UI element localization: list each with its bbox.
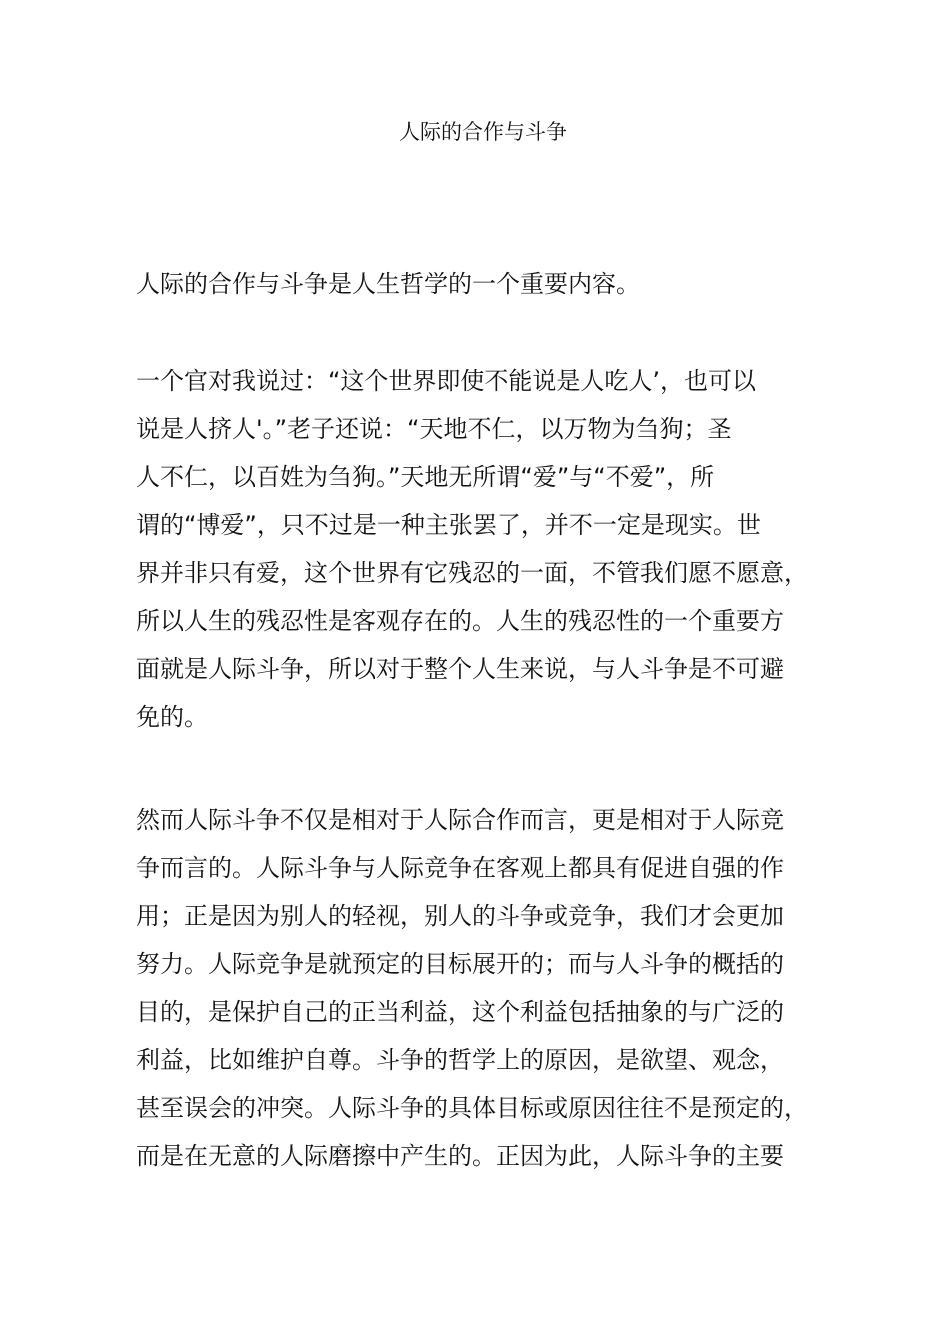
paragraph-competition — [136, 796, 836, 1180]
paragraph-line: 利益，比如维护自尊。斗争的哲学上的原因，是欲望、观念， — [136, 1046, 784, 1074]
paragraph-line: 一个官对我说过：“这个世界即使不能说是人吃人’，也可以 — [136, 367, 757, 395]
paragraph-line: 免的。 — [136, 703, 208, 731]
paragraph-line: 而是在无意的人际磨擦中产生的。正因为此，人际斗争的主要 — [136, 1142, 784, 1170]
paragraph-line: 界并非只有爱，这个世界有它残忍的一面，不管我们愿不愿意， — [136, 559, 808, 587]
paragraph-line: 甚至误会的冲突。人际斗争的具体目标或原因往往不是预定的， — [136, 1094, 808, 1122]
paragraph-line: 争而言的。人际斗争与人际竞争在客观上都具有促进自强的作 — [136, 854, 784, 882]
paragraph-line: 人不仁，以百姓为刍狗。”天地无所谓“爱”与“不爱”，所 — [136, 463, 715, 491]
paragraph-line: 用；正是因为别人的轻视，别人的斗争或竞争，我们才会更加 — [136, 902, 784, 930]
paragraph-line: 人际的合作与斗争是人生哲学的一个重要内容。 — [136, 270, 640, 298]
paragraph-line: 努力。人际竞争是就预定的目标展开的；而与人斗争的概括的 — [136, 950, 784, 978]
paragraph-line: 目的，是保护自己的正当利益，这个利益包括抽象的与广泛的 — [136, 998, 784, 1026]
paragraph-line: 面就是人际斗争，所以对于整个人生来说，与人斗争是不可避 — [136, 655, 784, 683]
paragraph-line: 所以人生的残忍性是客观存在的。人生的残忍性的一个重要方 — [136, 607, 784, 635]
paragraph-line: 然而人际斗争不仅是相对于人际合作而言，更是相对于人际竞 — [136, 806, 784, 834]
paragraph-intro — [136, 260, 836, 308]
document-title: 人际的合作与斗争 — [399, 120, 567, 144]
paragraph-cruelty — [136, 357, 836, 741]
paragraph-line: 说是人挤人'。”老子还说：“天地不仁，以万物为刍狗；圣 — [136, 415, 732, 443]
paragraph-line: 谓的“博爱”，只不过是一种主张罢了，并不一定是现实。世 — [136, 511, 761, 539]
